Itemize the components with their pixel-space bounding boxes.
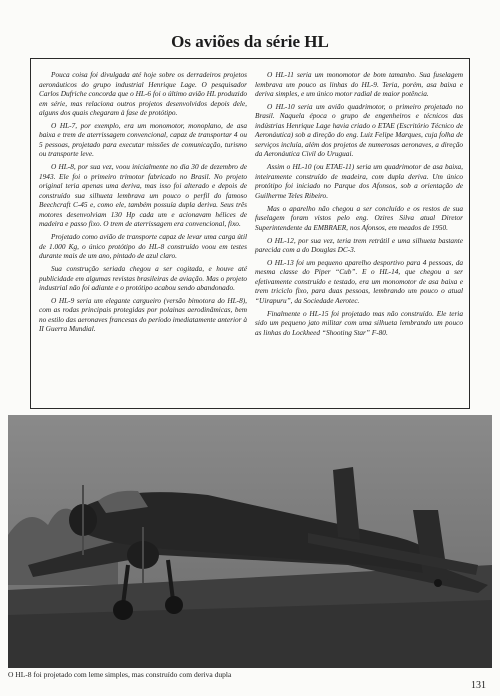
page-number: 131 (471, 680, 486, 691)
paragraph: O HL-8, por sua vez, voou inicialmente no dia 30 de dezembro de 1943. Ele foi o primeiro trimotor fabricado no Brasil. No projeto original teria apenas uma deriva, mas isso foi alterado e depois de construído sua silhueta lembrava um pouco o perfil do famoso Beechcraft C-45 e, como ele, também possuía dupla deriva. Seus três motores desenvolviam 130 Hp cada um e acionavam hélices de madeira e passo fixo. O trem de aterrissagem era convencional, fixo. (39, 162, 247, 229)
paragraph: Projetado como avião de transporte capaz de levar uma carga útil de 1.000 Kg, o único protótipo do HL-8 construído voou em testes durante mais de um ano, pintado de azul claro. (39, 232, 247, 261)
paragraph: Assim o HL-10 (ou ETAE-11) seria um quadrimotor de asa baixa, inteiramente construído de madeira, com dupla deriva. Um único protótipo foi iniciado no Parque dos Afonsos, sob a orientação de Guilherme Teles Ribeiro. (255, 162, 463, 200)
paragraph: O HL-12, por sua vez, teria trem retrátil e uma silhueta bastante parecida com a do Douglas DC-3. (255, 235, 463, 255)
photo-caption: O HL-8 foi projetado com leme simples, mas construído com deriva dupla (8, 670, 232, 679)
right-column (255, 70, 463, 341)
article-title: Os aviões da série HL (171, 32, 329, 51)
paragraph: Finalmente o HL-15 foi projetado mas não construído. Ele teria sido um pequeno jato militar com uma silhueta lembrando um pouco as linhas do Lockheed “Shooting Star” F-80. (255, 308, 463, 337)
paragraph: Pouca coisa foi divulgada até hoje sobre os derradeiros projetos aeronáuticos do grupo industrial Henrique Lage. O pesquisador Carlos Dufriche concorda que o HL-6 foi o último avião HL produzido em série, mas relaciona outros projetos desenvolvidos depois dele, alguns dos quais chegaram à fase de protótipo. (39, 70, 247, 117)
article-text-box (30, 58, 470, 409)
paragraph: Sua construção seriada chegou a ser cogitada, e houve até publicidade em algumas revistas brasileiras de aviação. Mas o projeto industrial não foi adiante e o protótipo acabou sendo abandonado. (39, 264, 247, 293)
paragraph: O HL-13 foi um pequeno aparelho desportivo para 4 pessoas, da mesma classe do Piper “Cub”. E o HL-14, que chegou a ser efetivamente construído e testado, era um monomotor de asa baixa e trem triciclo fixo, para duas pessoas, lembrando um pouco o atual “Uirapuru”, da Sociedade Aerotec. (255, 257, 463, 305)
aircraft-photo (8, 415, 492, 668)
left-column (39, 70, 247, 337)
paragraph: O HL-7, por exemplo, era um monomotor, monoplano, de asa baixa e trem de aterrissagem convencional, capaz de transportar 4 ou 5 pessoas, projetado para executar missões de comunicação, turismo ou transporte leve. (39, 120, 247, 159)
aircraft-illustration (8, 415, 492, 668)
paragraph: O HL-10 seria um avião quadrimotor, o primeiro projetado no Brasil. Naquela época o grupo de engenheiros e técnicos das indústrias Henrique Lage havia criado o ETAE (Escritório Técnico de Aeronáutica) sob a direção do eng. Luiz Felipe Marques, cuja folha de serviços incluía, além dos projetos de numerosas aeronaves, a direção da Aeronáutica Civil do Uruguai. (255, 101, 463, 159)
paragraph: O HL-11 seria um monomotor de bom tamanho. Sua fuselagem lembrava um pouco as linhas do HL-9. Teria, porém, asa baixa e deriva simples, e um único motor radial de maior potência. (255, 70, 463, 98)
paragraph: O HL-9 seria um elegante cargueiro (versão bimotora do HL-8), com as rodas principais protegidas por polainas aerodinâmicas, bem no estilo das aeronaves francesas do período imediatamente anterior à II Guerra Mundial. (39, 295, 247, 334)
paragraph: Mas o aparelho não chegou a ser concluído e os restos de sua fuselagem foram vistos pelo eng. Ozires Silva atual Diretor Superintendente da EMBRAER, nos Afonsos, em meados de 1950. (255, 203, 463, 232)
